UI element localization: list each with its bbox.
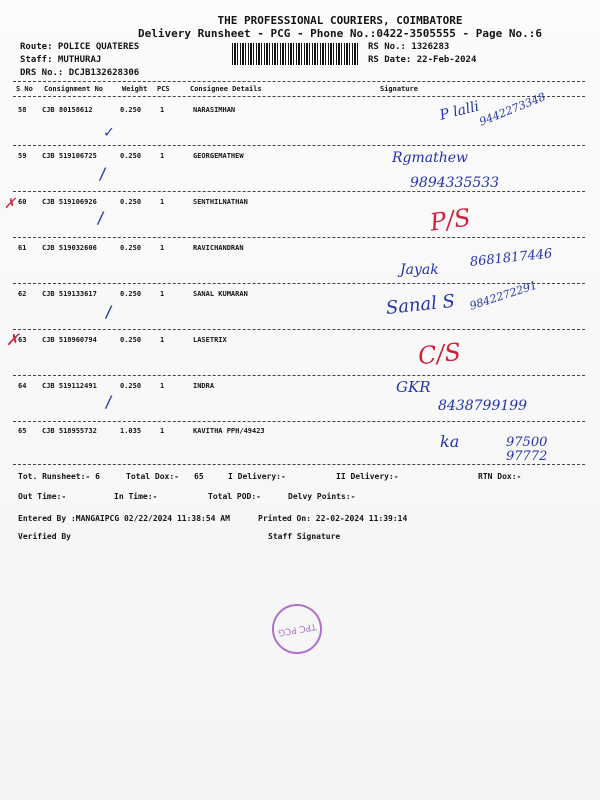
divider [13,329,585,330]
row-signature: GKR [396,378,431,396]
row-pcs: 1 [160,198,165,206]
row-phone: 8681817446 [469,246,554,270]
total-dox-value: 65 [194,472,204,481]
row-pcs: 1 [160,290,165,298]
divider [13,145,585,146]
row-pcs: 1 [160,244,165,252]
divider [13,464,585,465]
check-mark-icon: / [104,302,114,321]
total-dox-label: Total Dox:- [126,472,179,481]
barcode [232,43,360,65]
divider [13,96,585,97]
ii-delivery: II Delivery:- [336,472,399,481]
row-weight: 0.250 [120,198,142,206]
tot-runsheet: Tot. Runsheet:- 6 [18,472,100,481]
col-header-sno: S No [16,85,33,93]
row-pcs: 1 [160,152,165,160]
col-header-weight: Weight [122,85,148,93]
row-consignee: INDRA [193,382,215,390]
row-pcs: 1 [160,336,165,344]
row-sno: 60 [18,198,27,206]
rtn-dox: RTN Dox:- [478,472,522,481]
row-signature: C/S [416,337,463,371]
check-mark-icon: / [104,392,114,411]
out-time: Out Time:- [18,492,67,501]
divider [13,81,585,82]
staff-signature: Staff Signature [268,532,341,541]
row-sno: 58 [18,106,27,114]
row-signature: P/S [428,203,473,237]
red-check-icon: ✗ [4,196,16,212]
check-mark-icon: ✓ [104,122,114,141]
row-signature: P lalli [438,98,481,124]
i-delivery: I Delivery:- [228,472,286,481]
row-sno: 62 [18,290,27,298]
row-sno: 65 [18,427,27,435]
row-consignee: SANAL KUMARAN [193,290,248,298]
delvy-points: Delvy Points:- [288,492,356,501]
row-sno: 61 [18,244,27,252]
row-weight: 0.250 [120,336,142,344]
company-title: THE PROFESSIONAL COURIERS, COIMBATORE [217,14,463,27]
row-sno: 64 [18,382,27,390]
row-consignment: CJB 518955732 [42,427,97,435]
row-phone: 9842272291 [467,278,539,313]
runsheet-subtitle: Delivery Runsheet - PCG - Phone No.:0422-3505555 - Page No.:6 [138,27,542,40]
row-consignment: CJB 519106725 [42,152,97,160]
staff: Staff: MUTHURAJ [20,55,102,65]
red-check-icon: ✗ [6,330,20,349]
route: Route: POLICE QUATERES [20,42,140,52]
row-consignment: CJB 519112491 [42,382,97,390]
col-header-consignee: Consignee Details [190,85,262,93]
row-weight: 0.250 [120,106,142,114]
divider [13,237,585,238]
row-signature: ka [440,432,460,451]
check-mark-icon: / [98,164,108,183]
row-consignee: KAVITHA PPH/49423 [193,427,265,435]
rs-number: RS No.: 1326283 [368,42,450,52]
row-consignee: LASETRIX [193,336,227,344]
row-weight: 0.250 [120,382,142,390]
printed-on: Printed On: 22-02-2024 11:39:14 [258,514,408,523]
row-signature: Sanal S [384,290,456,319]
row-consignment: CJB 80158612 [42,106,93,114]
row-consignee: GEORGEMATHEW [193,152,244,160]
row-pcs: 1 [160,427,165,435]
total-pod: Total POD:- [208,492,261,501]
col-header-pcs: PCS [157,85,170,93]
row-weight: 1.035 [120,427,142,435]
row-phone: 8438799199 [438,398,528,414]
row-consignment: CJB 518960794 [42,336,97,344]
divider [13,375,585,376]
row-consignment: CJB 519032606 [42,244,97,252]
col-header-signature: Signature [380,85,418,93]
row-consignment: CJB 519106926 [42,198,97,206]
divider [13,283,585,284]
row-consignee: NARASIMHAN [193,106,236,114]
check-mark-icon: / [96,208,106,227]
verified-by: Verified By [18,532,71,541]
row-consignment: CJB 519133617 [42,290,97,298]
row-consignee: SENTHILNATHAN [193,198,248,206]
row-weight: 0.250 [120,152,142,160]
row-sno: 63 [18,336,27,344]
drs-number: DRS No.: DCJB132628306 [20,68,140,78]
row-phone: 97500 97772 [506,435,548,464]
col-header-consignment: Consignment No [44,85,104,93]
entered-by: Entered By :MANGAIPCG 02/22/2024 11:38:54 AM [18,514,230,523]
row-pcs: 1 [160,106,165,114]
row-signature: Rgmathew [392,150,469,166]
row-weight: 0.250 [120,244,142,252]
row-signature: Jayak [400,262,439,278]
rs-date: RS Date: 22-Feb-2024 [368,55,477,65]
row-phone: 9442273348 [477,90,548,129]
row-consignee: RAVICHANDRAN [193,244,244,252]
row-weight: 0.250 [120,290,142,298]
divider [13,421,585,422]
row-phone: 9894335533 [410,175,500,191]
divider [13,191,585,192]
in-time: In Time:- [114,492,158,501]
row-pcs: 1 [160,382,165,390]
row-sno: 59 [18,152,27,160]
company-stamp: TPC PCG [268,600,326,658]
